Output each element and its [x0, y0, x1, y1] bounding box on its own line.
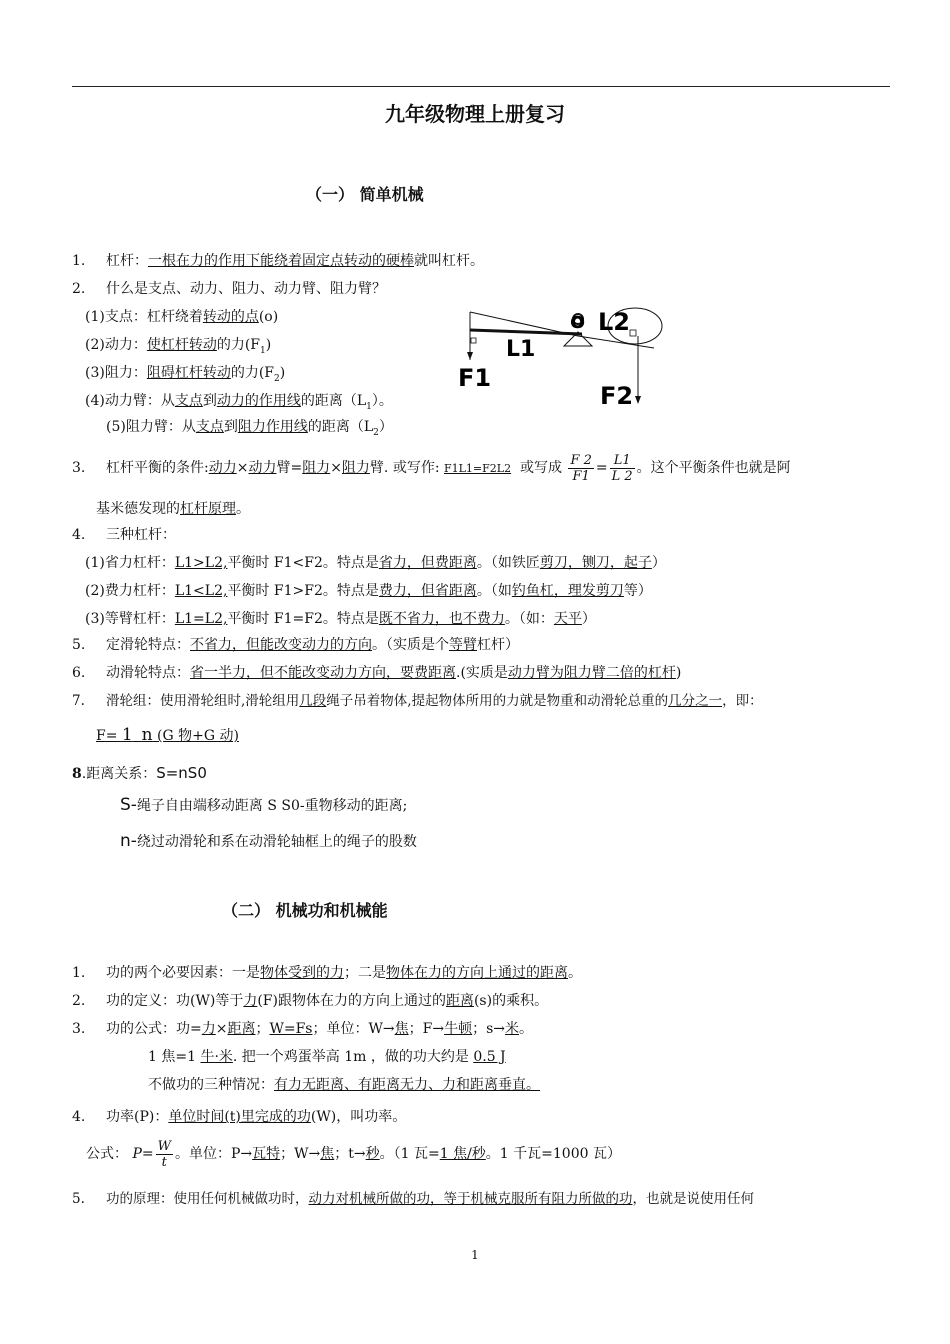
section-heading-work-energy: （二） 机械功和机械能	[222, 901, 388, 920]
label-l1: L1	[506, 337, 536, 362]
list-item: 5. 定滑轮特点：不省力，但能改变动力的方向。（实质是个等臂杠杆）	[72, 637, 519, 653]
list-item: (3)阻力：阻碍杠杆转动的力$(F_2)$	[85, 365, 286, 384]
label-o: o	[570, 309, 586, 334]
section-heading-simple-machines: （一） 简单机械	[306, 185, 424, 204]
fraction-l1-l2: $\frac{L1}{L 2}$	[611, 452, 633, 484]
page-title: 九年级物理上册复习	[385, 102, 565, 126]
list-item: 不做功的三种情况：有力无距离、有距离无力、力和距离垂直。	[148, 1077, 540, 1093]
list-item: (5)阻力臂：从支点到阻力作用线的距离$(L_2)$	[106, 419, 393, 438]
fraction-w-t: $\frac{W}{t}$	[157, 1138, 171, 1170]
list-item: 3. 功的公式：功=力×距离；W=Fs；单位：W→焦；F→牛顿；s→米。	[72, 1021, 533, 1037]
list-item: n-绕过动滑轮和系在动滑轮轴框上的绳子的股数	[120, 831, 417, 851]
lever-diagram	[458, 302, 668, 412]
lever-bar	[470, 330, 582, 334]
label-f1: F1	[458, 364, 492, 392]
list-item: (4)动力臂：从支点到动力的作用线的距离$(L_1)$。	[85, 393, 393, 412]
fraction-f2-f1: $\frac{F 2}{F1}$	[570, 452, 592, 484]
pulley-formula: F= 1 n (G 物+G 动)	[96, 725, 239, 745]
list-item: (1)省力杠杆：L1>L2,平衡时 F1<F2。特点是省力，但费距离。（如铁匠剪刀，铡刀，起子）	[85, 555, 666, 571]
list-item: (3)等臂杠杆：L1=L2,平衡时 F1=F2。特点是既不省力，也不费力。（如：天平）	[85, 611, 596, 627]
list-item: 2. 功的定义：功(W)等于力(F)跟物体在力的方向上通过的距离(s)的乘积。	[72, 993, 549, 1009]
list-item: (1)支点：杠杆绕着转动的点(o)	[85, 309, 279, 325]
list-item: 1 焦=1 牛·米. 把一个鸡蛋举高 1m ，做的功大约是 0.5 J	[148, 1049, 506, 1065]
list-item: 4. 三种杠杆：	[72, 527, 176, 543]
header-rule	[72, 86, 890, 87]
list-item: 4. 功率(P)：单位时间(t)里完成的功(W)，叫功率。	[72, 1109, 407, 1125]
page-number: 1	[471, 1248, 479, 1262]
list-item: 2. 什么是支点、动力、阻力、动力臂、阻力臂？	[72, 281, 386, 297]
list-item: 5. 功的原理：使用任何机械做功时，动力对机械所做的功，等于机械克服所有阻力所做的功，也就是说使用任何	[72, 1191, 754, 1207]
list-item: 1. 功的两个必要因素：一是物体受到的力；二是物体在力的方向上通过的距离。	[72, 965, 582, 981]
list-item: 1. 杠杆：一根在力的作用下能绕着固定点转动的硬棒就叫杠杆。	[72, 253, 484, 269]
list-item: (2)费力杠杆：L1<L2,平衡时 F1>F2。特点是费力，但省距离。（如钓鱼杠，理发剪刀等）	[85, 583, 652, 599]
list-item: S-绳子自由端移动距离 S S0-重物移动的距离;	[120, 795, 408, 815]
power-formula: 公式： P= $\frac{W}{t}$ 。单位：P→瓦特；W→焦；t→秒。（1 瓦=1 焦/秒。1 千瓦=1000 瓦）	[86, 1138, 621, 1170]
list-item: 基米德发现的杠杆原理。	[96, 501, 250, 517]
label-l2: L2	[598, 308, 630, 336]
list-item: 3. 杠杆平衡的条件:动力×动力臂=阻力×阻力臂. 或写作: F1L1=F2L2 或写成 $\frac{F 2}{F1}$ = $\frac{L1}{L 2}$ 。这个平衡条件也就是阿	[72, 452, 791, 484]
list-item: 8.距离关系：S=nS0	[72, 764, 207, 782]
list-item: (2)动力：使杠杆转动的力$(F_1)$	[85, 337, 272, 356]
label-f2: F2	[600, 382, 634, 410]
list-item: 6. 动滑轮特点：省一半力，但不能改变动力方向，要费距离.(实质是动力臂为阻力臂二倍的杠杆)	[72, 665, 682, 681]
list-item: 7. 滑轮组：使用滑轮组时,滑轮组用几段绳子吊着物体,提起物体所用的力就是物重和动滑轮总重的几分之一，即：	[72, 693, 763, 709]
